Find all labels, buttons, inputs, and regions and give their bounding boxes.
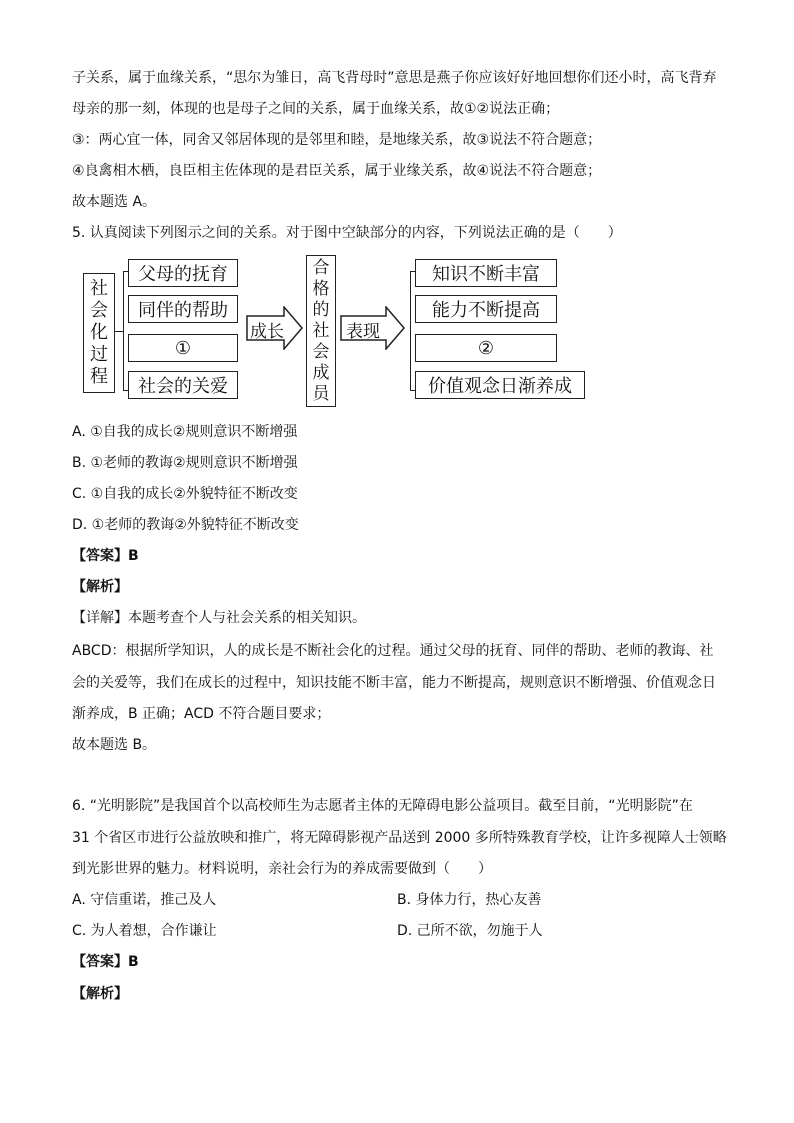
arrow-label-manifest: 表现: [346, 322, 380, 342]
text-line: ④良禽相木栖，良臣相主佐体现的是君臣关系，属于业缘关系，故④说法不符合题意；: [72, 163, 602, 179]
option-d: D. 己所不欲，勿施于人: [397, 923, 543, 939]
explanation-line: 渐养成，B 正确；ACD 不符合题目要求；: [72, 706, 331, 722]
input-box-parents: 父母的抚育: [128, 259, 238, 287]
conclusion-line: 故本题选 B。: [72, 737, 157, 753]
question-6-stem: 6. “光明影院”是我国首个以高校师生为志愿者主体的无障碍电影公益项目。截至目前，“光明影院”在: [72, 798, 693, 814]
answer-label: 【答案】B: [72, 548, 139, 564]
question-5-stem: 5. 认真阅读下列图示之间的关系。对于图中空缺部分的内容，下列说法正确的是（ ）: [72, 225, 622, 241]
diagram-char: 格: [312, 278, 330, 299]
option-c: C. ①自我的成长②外貌特征不断改变: [72, 486, 298, 502]
detail-line: 【详解】本题考查个人与社会关系的相关知识。: [72, 610, 366, 626]
text-line: ③：两心宜一体，同舍又邻居体现的是邻里和睦，是地缘关系，故③说法不符合题意；: [72, 132, 602, 148]
input-box-blank-1: ①: [128, 334, 238, 362]
text-line: 子关系，属于血缘关系，“思尔为雏日，高飞背母时”意思是燕子你应该好好地回想你们还小时，高飞背弃: [72, 70, 717, 86]
question-6-stem: 31 个省区市进行公益放映和推广，将无障碍影视产品送到 2000 多所特殊教育学校，让许多视障人士领略: [72, 830, 727, 846]
diagram-char: 过: [90, 344, 108, 365]
explanation-line: 会的关爱等，我们在成长的过程中，知识技能不断丰富，能力不断提高，规则意识不断增强、价值观念日: [72, 675, 716, 691]
connector-line: [115, 331, 123, 332]
answer-label: 【答案】B: [72, 954, 139, 970]
arrow-label-growth: 成长: [250, 322, 284, 342]
question-6-stem: 到光影世界的魅力。材料说明，亲社会行为的养成需要做到（ ）: [72, 861, 492, 877]
diagram-char: 会: [90, 300, 108, 321]
socialization-process-box: [83, 273, 115, 393]
diagram-char: 成: [312, 362, 330, 383]
diagram-char: 会: [312, 341, 330, 362]
option-a: A. ①自我的成长②规则意识不断增强: [72, 424, 298, 440]
diagram-char: 员: [312, 383, 330, 404]
socialization-diagram: [80, 253, 600, 413]
text-line: 母亲的那一刻，体现的也是母子之间的关系，属于血缘关系，故①②说法正确；: [72, 101, 560, 117]
output-box-blank-2: ②: [415, 334, 557, 362]
option-d: D. ①老师的教诲②外貌特征不断改变: [72, 517, 299, 533]
analysis-label: 【解析】: [72, 579, 128, 595]
option-c: C. 为人着想，合作谦让: [72, 923, 217, 939]
input-box-peers: 同伴的帮助: [128, 295, 238, 323]
output-box-knowledge: 知识不断丰富: [415, 259, 557, 287]
qualified-member-box: [306, 255, 336, 407]
diagram-char: 化: [90, 322, 108, 343]
output-box-values: 价值观念日渐养成: [415, 371, 585, 399]
analysis-label: 【解析】: [72, 986, 128, 1002]
diagram-char: 合: [312, 257, 330, 278]
output-box-ability: 能力不断提高: [415, 295, 557, 323]
text-line: 故本题选 A。: [72, 194, 157, 210]
option-b: B. 身体力行，热心友善: [397, 892, 542, 908]
diagram-char: 社: [312, 320, 330, 341]
diagram-char: 的: [312, 299, 330, 320]
option-b: B. ①老师的教诲②规则意识不断增强: [72, 455, 298, 471]
input-box-society: 社会的关爱: [128, 371, 238, 399]
diagram-char: 程: [90, 366, 108, 387]
explanation-line: ABCD：根据所学知识，人的成长是不断社会化的过程。通过父母的抚育、同伴的帮助、老师的教诲、社: [72, 643, 714, 659]
option-a: A. 守信重诺，推己及人: [72, 892, 217, 908]
diagram-char: 社: [90, 278, 108, 299]
